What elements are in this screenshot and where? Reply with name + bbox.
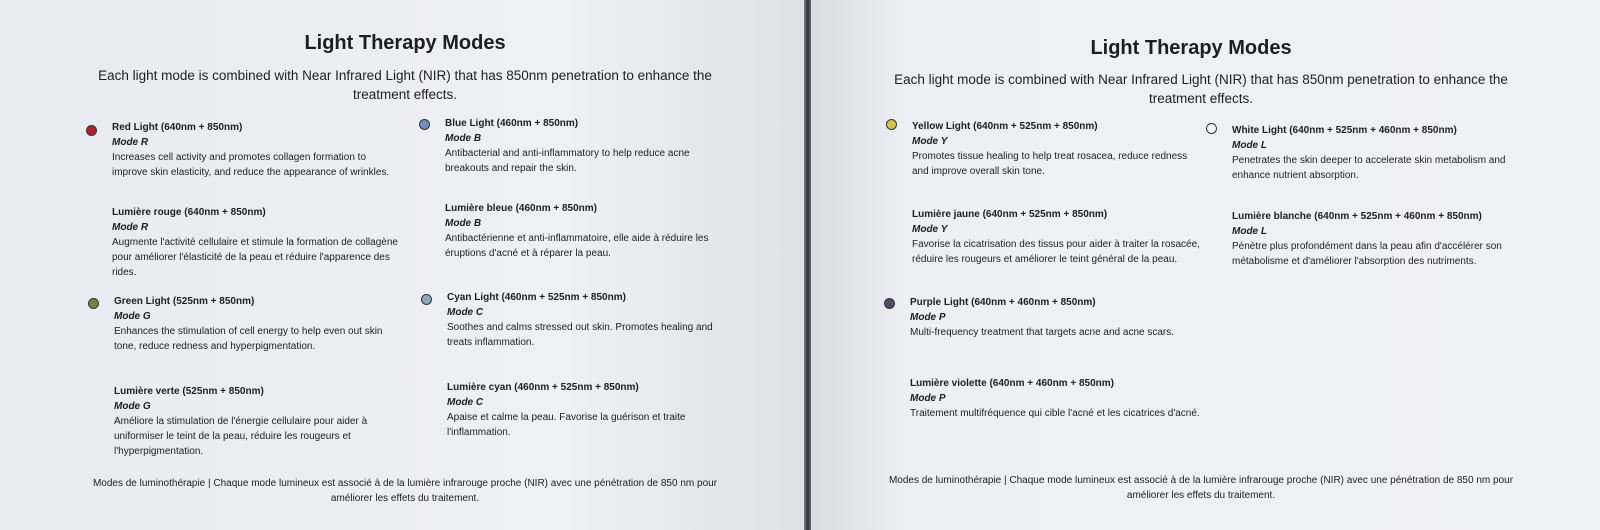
entry-heading: Lumière violette (640nm + 460nm + 850nm) xyxy=(910,378,1114,389)
entry-description: Antibactérienne et anti-inflammatoire, elle aide à réduire les éruptions d'acné et à réparer la peau. xyxy=(445,233,709,259)
page-title: Light Therapy Modes xyxy=(304,32,506,54)
entry-mode: Mode L xyxy=(1232,140,1267,151)
entry-yellow-fr xyxy=(912,207,1202,267)
entry-mode: Mode R xyxy=(112,137,149,148)
entry-heading: Lumière rouge (640nm + 850nm) xyxy=(112,207,266,218)
entry-mode: Mode R xyxy=(112,222,149,233)
entry-purple-fr xyxy=(910,376,1200,421)
page-subtitle: Each light mode is combined with Near Infrared Light (NIR) that has 850nm penetration to enhance the treatment effects. xyxy=(98,68,712,102)
entry-mode: Mode B xyxy=(445,218,482,229)
entry-mode: Mode G xyxy=(114,401,151,412)
right-page xyxy=(811,0,1600,530)
entry-description: Increases cell activity and promotes collagen formation to improve skin elasticity, and reduce the appearance of wrinkles. xyxy=(112,152,390,178)
entry-heading: Purple Light (640nm + 460nm + 850nm) xyxy=(910,297,1096,308)
entry-description: Antibacterial and anti-inflammatory to help reduce acne breakouts and repair the skin. xyxy=(445,148,690,174)
entry-heading: Yellow Light (640nm + 525nm + 850nm) xyxy=(912,121,1098,132)
entry-heading: Cyan Light (460nm + 525nm + 850nm) xyxy=(447,292,626,303)
entry-cyan-fr xyxy=(447,380,737,440)
yellow-dot-icon xyxy=(886,119,897,130)
entry-description: Traitement multifréquence qui cible l'acné et les cicatrices d'acné. xyxy=(910,408,1200,419)
green-dot-icon xyxy=(88,298,99,309)
entry-mode: Mode Y xyxy=(912,224,948,235)
entry-blue-en xyxy=(445,116,735,176)
entry-white-fr xyxy=(1232,209,1532,269)
entry-heading: Lumière cyan (460nm + 525nm + 850nm) xyxy=(447,382,639,393)
entry-description: Favorise la cicatrisation des tissus pour aider à traiter la rosacée, réduire les rougeurs et améliorer le teint général de la peau. xyxy=(912,239,1200,265)
entry-mode: Mode P xyxy=(910,393,946,404)
blue-dot-icon xyxy=(419,119,430,130)
page-footer: Modes de luminothérapie | Chaque mode lumineux est associé à de la lumière infrarouge proche (NIR) avec une pénétration de 850 nm pour améliorer les effets du traitement. xyxy=(92,478,718,504)
entry-heading: Lumière blanche (640nm + 525nm + 460nm + 850nm) xyxy=(1232,211,1482,222)
entry-mode: Mode P xyxy=(910,312,946,323)
entry-mode: Mode L xyxy=(1232,226,1267,237)
entry-description: Multi-frequency treatment that targets acne and acne scars. xyxy=(910,327,1175,338)
entry-mode: Mode C xyxy=(447,397,484,408)
entry-description: Penetrates the skin deeper to accelerate skin metabolism and enhance nutrient absorption. xyxy=(1232,155,1506,181)
white-dot-icon xyxy=(1206,123,1217,134)
entry-heading: White Light (640nm + 525nm + 460nm + 850nm) xyxy=(1232,125,1457,136)
entry-mode: Mode B xyxy=(445,133,482,144)
entry-heading: Red Light (640nm + 850nm) xyxy=(112,122,243,133)
entry-green-fr xyxy=(114,384,404,459)
entry-red-fr xyxy=(112,205,402,280)
entry-blue-fr xyxy=(445,201,735,261)
entry-white-en xyxy=(1232,123,1532,183)
entry-description: Augmente l'activité cellulaire et stimule la formation de collagène pour améliorer l'élasticité de la peau et réduire l'apparence des rides. xyxy=(112,237,398,278)
entry-heading: Lumière bleue (460nm + 850nm) xyxy=(445,203,598,214)
entry-heading: Lumière jaune (640nm + 525nm + 850nm) xyxy=(912,209,1108,220)
entry-cyan-en xyxy=(447,290,737,350)
entry-mode: Mode C xyxy=(447,307,484,318)
entry-heading: Green Light (525nm + 850nm) xyxy=(114,296,255,307)
entry-mode: Mode G xyxy=(114,311,151,322)
entry-description: Apaise et calme la peau. Favorise la guérison et traite l'inflammation. xyxy=(447,412,686,438)
entry-mode: Mode Y xyxy=(912,136,948,147)
entry-description: Soothes and calms stressed out skin. Promotes healing and treats inflammation. xyxy=(447,322,713,348)
page-footer: Modes de luminothérapie | Chaque mode lumineux est associé à de la lumière infrarouge proche (NIR) avec une pénétration de 850 nm pour améliorer les effets du traitement. xyxy=(888,475,1514,501)
entry-purple-en xyxy=(910,295,1200,340)
entry-description: Pénètre plus profondément dans la peau afin d'accélérer son métabolisme et d'améliorer l'absorption des nutriments. xyxy=(1232,241,1502,267)
entry-yellow-en xyxy=(912,119,1202,179)
red-dot-icon xyxy=(86,125,97,136)
entry-description: Promotes tissue healing to help treat rosacea, reduce redness and improve overall skin tone. xyxy=(912,151,1188,177)
entry-heading: Blue Light (460nm + 850nm) xyxy=(445,118,579,129)
purple-dot-icon xyxy=(884,298,895,309)
page-title: Light Therapy Modes xyxy=(1090,37,1292,59)
cyan-dot-icon xyxy=(421,294,432,305)
entry-description: Améliore la stimulation de l'énergie cellulaire pour aider à uniformiser le teint de la peau, réduire les rougeurs et l'hyperpigmentation. xyxy=(114,416,368,457)
entry-description: Enhances the stimulation of cell energy to help even out skin tone, reduce redness and hyperpigmentation. xyxy=(114,326,383,352)
entry-heading: Lumière verte (525nm + 850nm) xyxy=(114,386,264,397)
page-subtitle: Each light mode is combined with Near Infrared Light (NIR) that has 850nm penetration to enhance the treatment effects. xyxy=(894,72,1508,106)
entry-red-en xyxy=(112,120,402,180)
entry-green-en xyxy=(114,294,404,354)
